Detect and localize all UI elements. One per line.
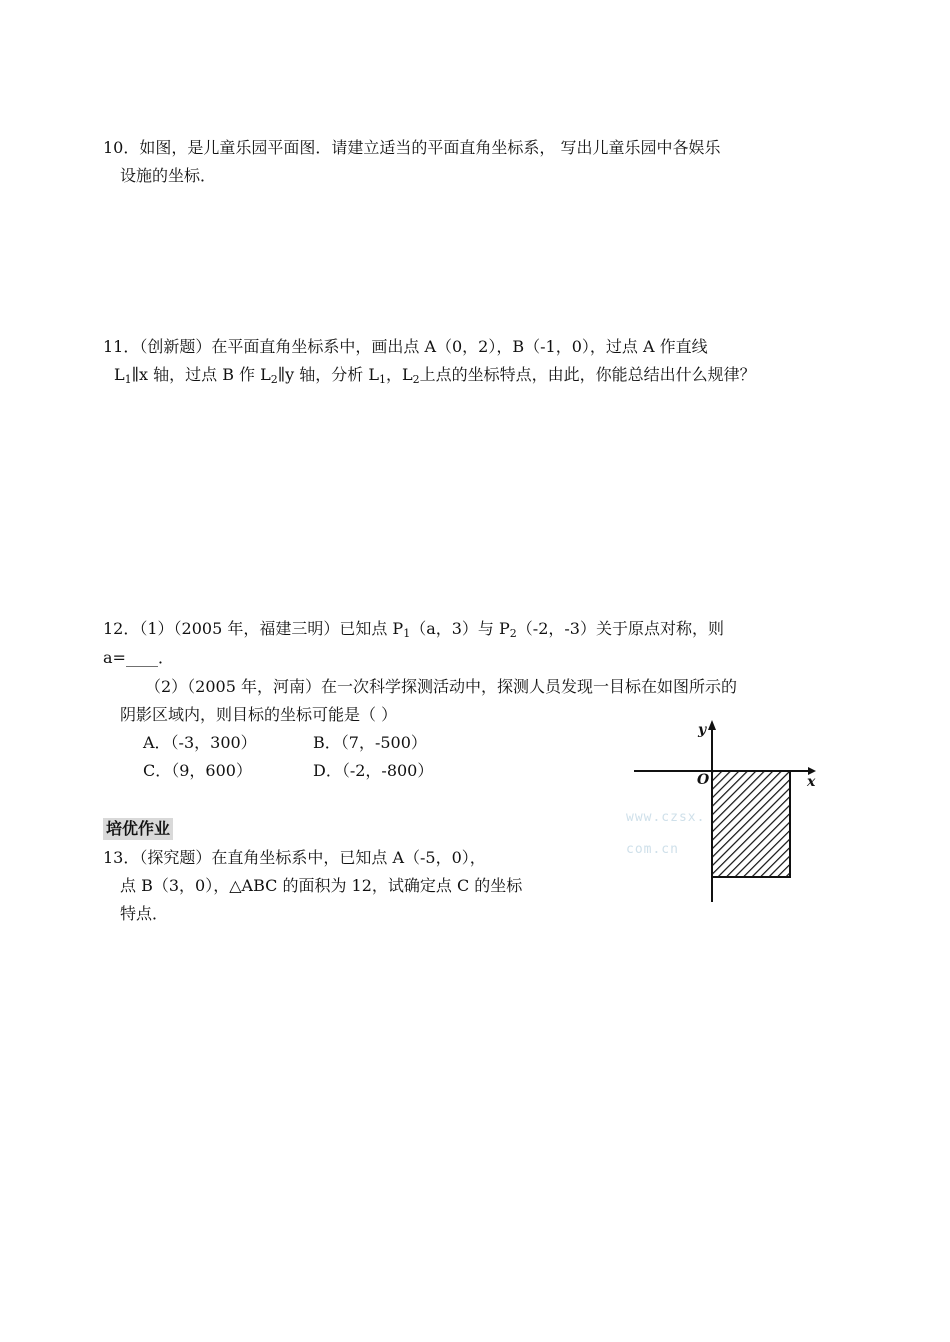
q12-option-b: B．（7，-500） [313, 733, 427, 752]
q10-line2: 设施的坐标． [120, 166, 217, 185]
q12-part2-line1: （2）（2005 年，河南）在一次科学探测活动中，探测人员发现一目标在如图所示的 [145, 677, 737, 696]
q13-line1: 13．（探究题）在直角坐标系中，已知点 A（-5，0）， [103, 848, 486, 867]
q11-comma: ，L [386, 365, 413, 384]
q11-l2-sub: 2 [270, 373, 278, 386]
x-axis-label: x [807, 774, 816, 790]
y-axis-arrow [708, 720, 716, 730]
q11-l1-sub: 1 [124, 373, 132, 386]
q12-p1-sub2: 2 [509, 627, 517, 640]
q12-p1-c: （-2，-3）关于原点对称，则 [516, 619, 724, 638]
q12-option-c: C．（9，600） [143, 761, 252, 780]
q12-p1-sub1: 1 [403, 627, 411, 640]
q10-line1: 10．如图，是儿童乐园平面图．请建立适当的平面直角坐标系， 写出儿童乐园中各娱乐 [103, 138, 721, 157]
q11-line2 [114, 364, 756, 391]
q11-l4-sub: 2 [412, 373, 420, 386]
q12-part2-line2: 阴影区域内，则目标的坐标可能是（ ） [120, 705, 398, 724]
q12-option-a: A．（-3，300） [143, 733, 257, 752]
q11-l1: L [114, 365, 125, 384]
origin-label: O [697, 772, 710, 788]
q11-mid: ∥y 轴，分析 L [277, 365, 380, 384]
q12-option-d: D．（-2，-800） [313, 761, 434, 780]
q13-line3: 特点． [120, 904, 169, 923]
q11-line1: 11．（创新题）在平面直角坐标系中，画出点 A（0，2），B（-1，0），过点 A 作直线 [103, 337, 708, 356]
watermark-line1: www.czsx. [626, 810, 706, 825]
section-heading: 培优作业 [103, 818, 173, 840]
shaded-region [712, 771, 790, 877]
q12-part1-line2: a=____． [103, 648, 174, 667]
watermark-line2: com.cn [626, 842, 679, 857]
q12-p1-a: 12．（1）（2005 年，福建三明）已知点 P [103, 619, 404, 638]
q11-l3-sub: 1 [379, 373, 387, 386]
q12-part1-line1 [103, 618, 724, 645]
y-axis-label: y [698, 722, 707, 738]
q12-p1-b: （a，3）与 P [410, 619, 510, 638]
q13-line2: 点 B（3，0），△ABC 的面积为 12，试确定点 C 的坐标 [120, 876, 523, 895]
q11-tail: 上点的坐标特点，由此，你能总结出什么规律？ [419, 365, 756, 384]
q11-l1-rest: ∥x 轴，过点 B 作 L [131, 365, 271, 384]
